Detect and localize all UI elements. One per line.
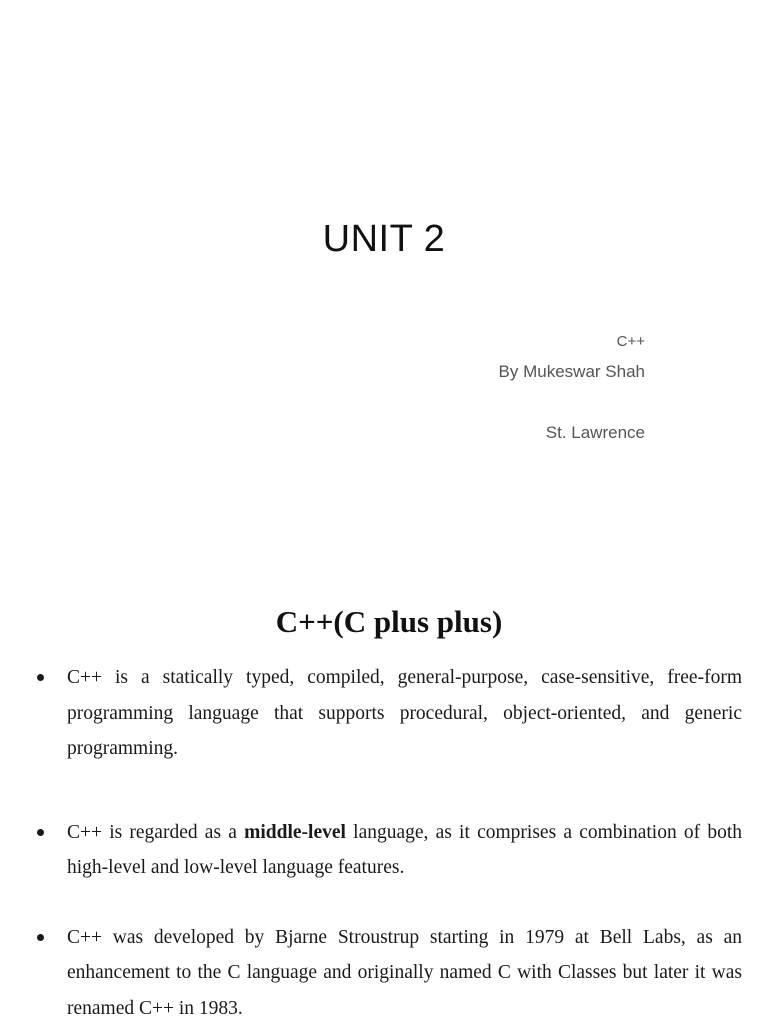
list-item [0, 920, 768, 1026]
course-name: C++ [617, 333, 645, 350]
bullet-list [0, 660, 768, 1026]
bullet-icon [37, 934, 44, 941]
slide-heading: C++(C plus plus) [0, 604, 768, 640]
bullet-text: C++ was developed by Bjarne Stroustrup starting in 1979 at Bell Labs, as an enhancement to the C language and originally named C with Classes but later it was renamed C++ in 1983. [67, 927, 742, 1019]
bullet-text-end: language, as it comprises a combination of both high-level and low-level language features. [67, 822, 742, 879]
list-item [0, 660, 768, 767]
author-name: By Mukeswar Shah [499, 362, 645, 382]
bullet-icon [37, 829, 44, 836]
institution-name: St. Lawrence [546, 423, 645, 443]
bullet-text-start: C++ is regarded as a [67, 822, 244, 843]
list-item [0, 815, 768, 886]
bullet-text: C++ is a statically typed, compiled, general-purpose, case-sensitive, free-form programming language that supports procedural, object-oriented, and generic programming. [67, 667, 742, 759]
content-slide [0, 560, 768, 1024]
slide-title: UNIT 2 [0, 218, 768, 261]
bullet-icon [37, 674, 44, 681]
bullet-text-bold: middle-level [244, 822, 346, 843]
